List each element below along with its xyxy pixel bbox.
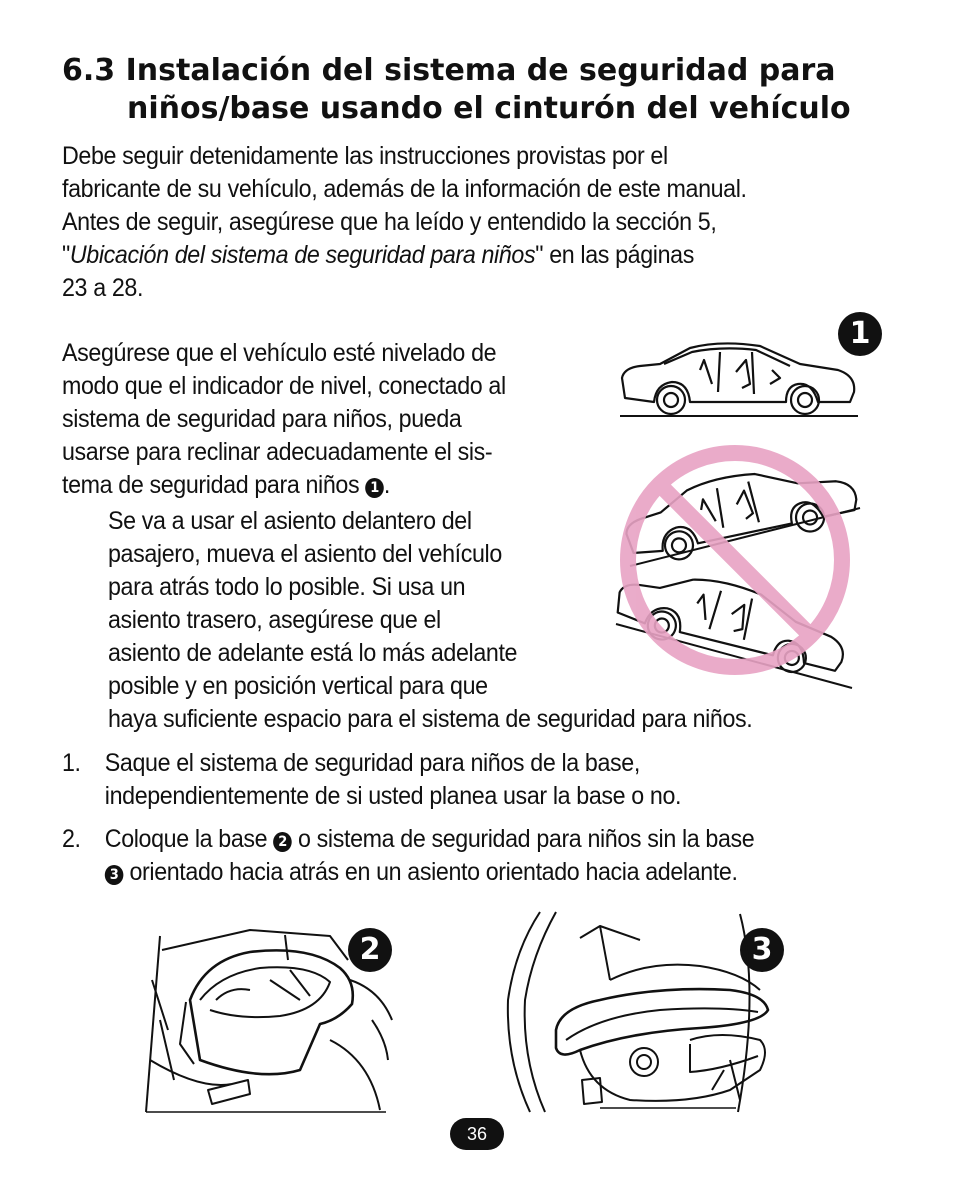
figure-2-label: 2 <box>348 928 392 972</box>
intro-line: Antes de seguir, asegúrese que ha leído y entendido la sección 5, <box>62 208 717 236</box>
seat-line: para atrás todo lo posible. Si usa un <box>108 573 466 601</box>
step-text: independientemente de si usted planea usar la base o no. <box>104 782 682 810</box>
section-number: 6.3 <box>62 53 116 88</box>
step-text: Coloque la base <box>104 825 268 853</box>
page-number: 36 <box>450 1118 504 1150</box>
seat-line: posible y en posición vertical para que <box>108 672 488 700</box>
seat-line: Se va a usar el asiento delantero del <box>108 507 472 535</box>
figure-ref-badge: 1 <box>365 478 384 498</box>
intro-line: Debe seguir detenidamente las instrucciones provistas por el <box>62 142 668 170</box>
level-last-line: tema de seguridad para niños 1 . <box>62 471 390 499</box>
intro-pages-line: 23 a 28. <box>62 274 144 302</box>
figure-3-label: 3 <box>740 928 784 972</box>
step-1 <box>62 747 880 813</box>
section-reference-italic: Ubicación del sistema de seguridad para niños <box>69 241 536 269</box>
step-number: 2. <box>62 825 81 853</box>
section-title-line1: Instalación del sistema de seguridad para <box>125 53 836 88</box>
level-paragraph <box>62 337 583 502</box>
intro-reference-line <box>62 239 880 272</box>
level-line: Asegúrese que el vehículo esté nivelado de <box>62 339 497 367</box>
step-number: 1. <box>62 749 81 777</box>
seat-paragraph <box>108 505 852 736</box>
seat-line: haya suficiente espacio para el sistema de seguridad para niños. <box>108 705 753 733</box>
seat-line: asiento de adelante está lo más adelante <box>108 639 518 667</box>
level-line: modo que el indicador de nivel, conectado al <box>62 372 506 400</box>
figure-ref-badge: 3 <box>105 865 124 885</box>
section-heading <box>62 52 922 128</box>
intro-paragraph <box>62 140 880 305</box>
intro-line: fabricante de su vehículo, además de la información de este manual. <box>62 175 747 203</box>
seat-line: pasajero, mueva el asiento del vehículo <box>108 540 502 568</box>
seat-line: asiento trasero, asegúrese que el <box>108 606 441 634</box>
level-line: sistema de seguridad para niños, pueda <box>62 405 462 433</box>
step-text: o sistema de seguridad para niños sin la base <box>298 825 755 853</box>
section-title-line2: niños/base usando el cinturón del vehículo <box>127 91 851 126</box>
level-line: usarse para reclinar adecuadamente el sis- <box>62 438 493 466</box>
figure-ref-badge: 2 <box>273 832 292 852</box>
figure-1-label: 1 <box>838 312 882 356</box>
step-text: Saque el sistema de seguridad para niños de la base, <box>104 749 640 777</box>
quote-open: " <box>62 241 70 269</box>
quote-tail: " en las páginas <box>535 241 694 269</box>
step-2 <box>62 823 880 889</box>
step-text-line2: 3 orientado hacia atrás en un asiento orientado hacia adelante. <box>62 856 880 889</box>
